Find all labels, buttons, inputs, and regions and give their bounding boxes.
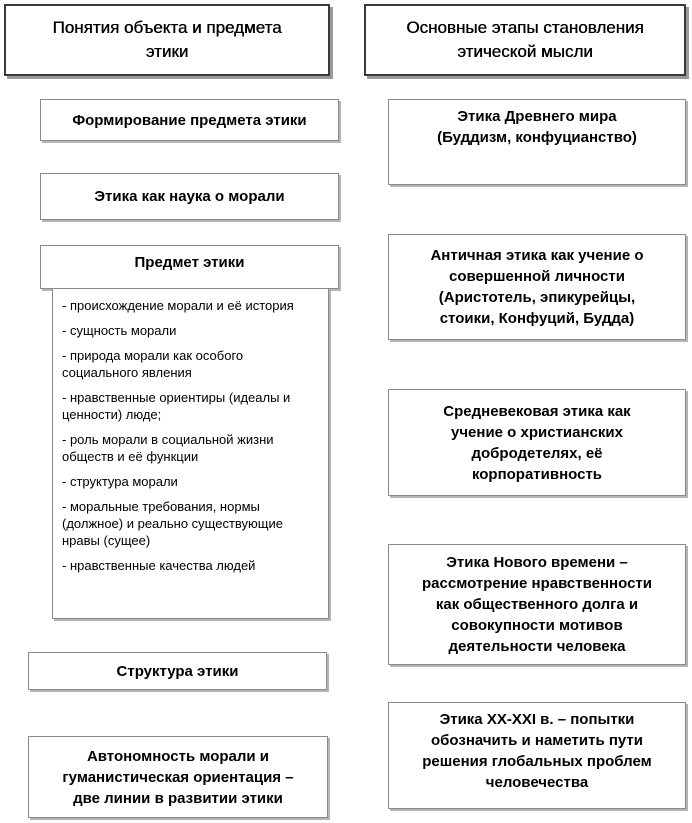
science-box: Этика как наука о морали <box>40 173 339 220</box>
ancient-world-box: Этика Древнего мира (Буддизм, конфуцианство) <box>388 99 686 185</box>
structure-box: Структура этики <box>28 652 327 690</box>
antique-ethics-box: Античная этика как учение о совершенной личности (Аристотель, эпикурейцы, стоики, Конфуций, Будда) <box>388 234 686 340</box>
left-header: Понятия объекта и предмета этики <box>4 4 330 76</box>
list-item: - нравственные качества людей <box>62 558 256 573</box>
formation-box: Формирование предмета этики <box>40 99 339 141</box>
subject-list <box>52 289 329 619</box>
contemporary-ethics-box: Этика XX-XXI в. – попытки обозначить и наметить пути решения глобальных проблем человечества <box>388 702 686 809</box>
modern-ethics-box: Этика Нового времени – рассмотрение нравственности как общественного долга и совокупности мотивов деятельности человека <box>388 544 686 665</box>
autonomy-box: Автономность морали и гуманистическая ориентация – две линии в развитии этики <box>28 736 328 818</box>
list-item: - происхождение морали и её история <box>62 298 294 313</box>
list-item: - природа морали как особого социального явления <box>62 348 244 380</box>
right-header: Основные этапы становления этической мысли <box>364 4 686 76</box>
list-item: - моральные требования, нормы (должное) и реально существующие нравы (сущее) <box>62 499 283 548</box>
medieval-ethics-box: Средневековая этика как учение о христианских добродетелях, её корпоративность <box>388 389 686 496</box>
list-item: - сущность морали <box>62 323 177 338</box>
list-item: - нравственные ориентиры (идеалы и ценности) люде; <box>62 390 291 422</box>
list-item: - структура морали <box>62 474 178 489</box>
subject-box: Предмет этики <box>40 245 339 289</box>
list-item: - роль морали в социальной жизни обществ и её функции <box>62 432 274 464</box>
